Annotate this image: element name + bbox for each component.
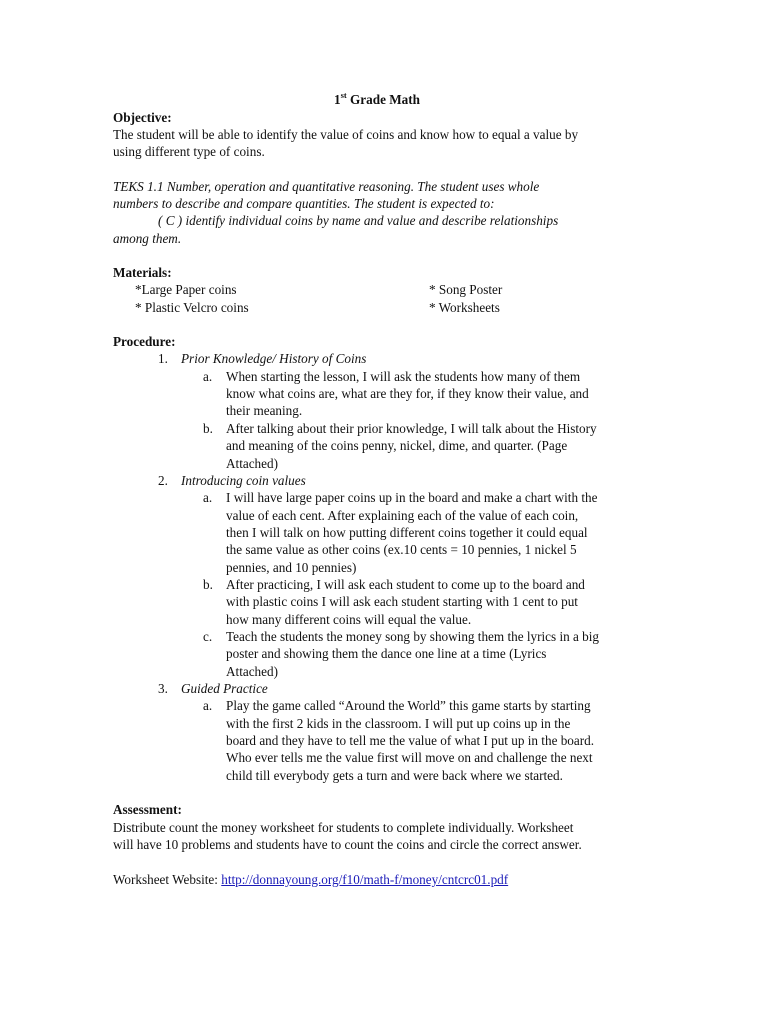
item-line: the same value as other coins (ex.10 cents = 10 pennies, 1 nickel 5 [226,542,577,557]
objective-line: The student will be able to identify the value of coins and know how to equal a value by [113,127,579,142]
step-number: 2. [158,473,168,488]
objective-heading: Objective: [113,110,172,125]
worksheet-website [113,871,508,888]
step-title: Prior Knowledge/ History of Coins [181,351,367,366]
item-line: with plastic coins I will ask each student starting with 1 cent to put [226,594,578,609]
website-label: Worksheet Website: [113,872,222,887]
item-line: child till everybody gets a turn and were back where we started. [226,768,563,783]
title-text: Grade Math [346,92,420,107]
materials-item: * Song Poster [429,282,503,297]
step-title: Guided Practice [181,681,268,696]
teks-line: TEKS 1.1 Number, operation and quantitative reasoning. The student uses whole [113,179,540,194]
materials-item: * Plastic Velcro coins [135,300,249,315]
item-line: pennies, and 10 pennies) [226,560,357,575]
step-number: 3. [158,681,168,696]
item-line: I will have large paper coins up in the board and make a chart with the [226,490,598,505]
item-line: their meaning. [226,403,303,418]
worksheet-link[interactable]: http://donnayoung.org/f10/math-f/money/cntcrc01.pdf [221,872,509,887]
item-line: Attached) [226,664,278,679]
assessment-line: Distribute count the money worksheet for students to complete individually. Worksheet [113,820,574,835]
step-number: 1. [158,351,168,366]
title-superscript: st [340,89,347,100]
materials-heading: Materials: [113,265,172,280]
item-letter: a. [203,698,213,713]
item-line: After practicing, I will ask each student to come up to the board and [226,577,585,592]
teks-line: numbers to describe and compare quantities. The student is expected to: [113,196,495,211]
title-number: 1 [334,92,341,107]
item-letter: a. [203,490,213,505]
item-line: Teach the students the money song by showing them the lyrics in a big [226,629,600,644]
item-line: board and they have to tell me the value of what I put up in the board. [226,733,595,748]
item-letter: c. [203,629,213,644]
item-line: After talking about their prior knowledge, I will talk about the History [226,421,597,436]
item-line: Play the game called “Around the World” this game starts by starting [226,698,591,713]
item-line: Who ever tells me the value first will move on and challenge the next [226,750,593,765]
item-line: Attached) [226,456,278,471]
item-line: with the first 2 kids in the classroom. I will put up coins up in the [226,716,571,731]
materials-item: *Large Paper coins [135,282,237,297]
page-title [334,91,420,108]
item-line: value of each cent. After explaining each of the value of each coin, [226,508,579,523]
item-line: poster and showing them the dance one line at a time (Lyrics [226,646,547,661]
item-line: and meaning of the coins penny, nickel, dime, and quarter. (Page [226,438,568,453]
item-line: know what coins are, what are they for, if they know their value, and [226,386,589,401]
assessment-line: will have 10 problems and students have to count the coins and circle the correct answer. [113,837,582,852]
assessment-heading: Assessment: [113,802,182,817]
item-line: then I will talk on how putting different coins together it could equal [226,525,588,540]
item-line: When starting the lesson, I will ask the students how many of them [226,369,581,384]
item-letter: b. [203,421,213,436]
teks-line: ( C ) identify individual coins by name and value and describe relationships [158,213,559,228]
procedure-heading: Procedure: [113,334,176,349]
step-title: Introducing coin values [181,473,306,488]
objective-line: using different type of coins. [113,144,265,159]
materials-item: * Worksheets [429,300,500,315]
item-line: how many different coins will equal the value. [226,612,472,627]
teks-line: among them. [113,231,182,246]
item-letter: a. [203,369,213,384]
item-letter: b. [203,577,213,592]
